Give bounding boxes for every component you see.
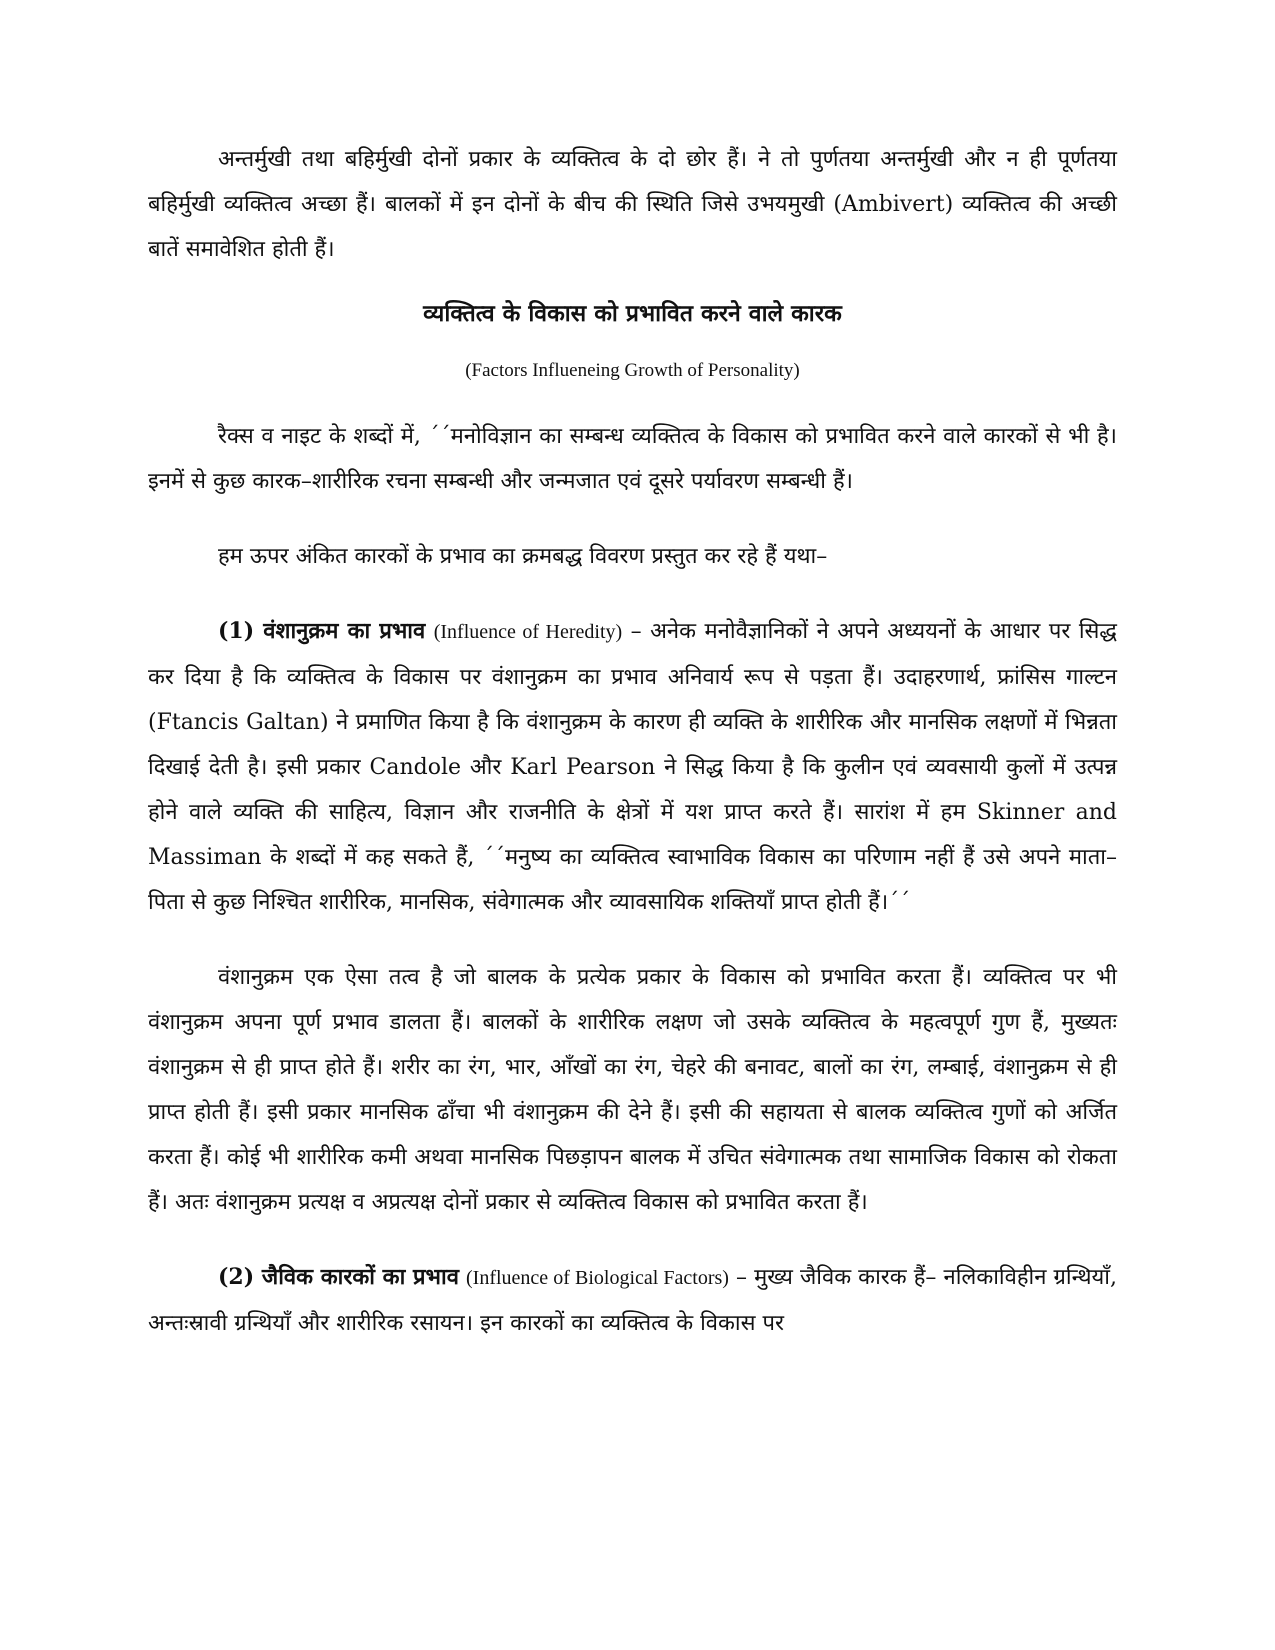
- heredity-body: – अनेक मनोवैज्ञानिकों ने अपने अध्ययनों के आधार पर सिद्ध कर दिया है कि व्यक्तित्व के विकास पर वंशानुक्रम का प्रभाव अनिवार्य रूप से पड़ता हैं। उदाहरणार्थ, फ्रांसिस गाल्टन (Ftancis Galtan) ने प्रमाणित किया है कि वंशानुक्रम के कारण ही व्यक्ति के शारीरिक और मानसिक लक्षणों में भिन्नता दिखाई देती है। इसी प्रकार Candole और Karl Pearson ने सिद्ध किया है कि कुलीन एवं व्यवसायी कुलों में उत्पन्न होने वाले व्यक्ति की साहित्य, विज्ञान और राजनीति के क्षेत्रों में यश प्राप्त करते हैं। सारांश में हम Skinner and Massiman के शब्दों में कह सकते हैं, ´´मनुष्य का व्यक्तित्व स्वाभाविक विकास का परिणाम नहीं हैं उसे अपने माता–पिता से कुछ निश्चित शारीरिक, मानसिक, संवेगात्मक और व्यावसायिक शक्तियॉं प्राप्त होती हैं।´´: [148, 619, 1117, 915]
- biological-title-english: (Influence of Biological Factors): [466, 1267, 729, 1289]
- paragraph-biological: [148, 1255, 1117, 1346]
- heredity-title: (1) वंशानुक्रम का प्रभाव: [218, 618, 426, 644]
- paragraph-ambivert: अन्तर्मुखी तथा बहिर्मुखी दोनों प्रकार के व्यक्तित्व के दो छोर हैं। ने तो पुर्णतया अन्तर्मुखी और न ही पूर्णतया बहिर्मुखी व्यक्तित्व अच्छा हैं। बालकों में इन दोनों के बीच की स्थिति जिसे उभयमुखी (Ambivert) व्यक्तित्व की अच्छी बातें समावेशित होती हैं।: [148, 147, 1117, 262]
- heredity-title-english: (Influence of Heredity): [433, 621, 623, 643]
- paragraph-heredity: [148, 609, 1117, 925]
- section-heading: व्यक्तित्व के विकास को प्रभावित करने वाले कारक: [423, 300, 842, 327]
- biological-body: – मुख्य जैविक कारक हैं– नलिकाविहीन ग्रन्थियॉं, अन्तःस्रावी ग्रन्थियॉं और शारीरिक रसायन। इन कारकों का व्यक्तित्व के विकास पर: [148, 1265, 1118, 1336]
- biological-title: (2) जैविक कारकों का प्रभाव: [218, 1264, 459, 1290]
- section-subheading: (Factors Influeneing Growth of Personality): [465, 360, 800, 381]
- paragraph-rex-knight: रैक्स व नाइट के शब्दों में, ´´मनोविज्ञान का सम्बन्ध व्यक्तित्व के विकास को प्रभावित करने वाले कारकों से भी है। इनमें से कुछ कारक–शारीरिक रचना सम्बन्धी और जन्मजात एवं दूसरे पर्यावरण सम्बन्धी हैं।: [148, 424, 1117, 494]
- paragraph-heredity-detail: वंशानुक्रम एक ऐसा तत्व है जो बालक के प्रत्येक प्रकार के विकास को प्रभावित करता हैं। व्यक्तित्व पर भी वंशानुक्रम अपना पूर्ण प्रभाव डालता हैं। बालकों के शारीरिक लक्षण जो उसके व्यक्तित्व के महत्वपूर्ण गुण हैं, मुख्यतः वंशानुक्रम से ही प्राप्त होते हैं। शरीर का रंग, भार, ऑंखों का रंग, चेहरे की बनावट, बालों का रंग, लम्बाई, वंशानुक्रम से ही प्राप्त होती हैं। इसी प्रकार मानसिक ढॉंचा भी वंशानुक्रम की देने हैं। इसी की सहायता से बालक व्यक्तित्व गुणों को अर्जित करता हैं। कोई भी शारीरिक कमी अथवा मानसिक पिछड़ापन बालक में उचित संवेगात्मक तथा सामाजिक विकास को रोकता हैं। अतः वंशानुक्रम प्रत्यक्ष व अप्रत्यक्ष दोनों प्रकार से व्यक्तित्व विकास को प्रभावित करता हैं।: [148, 965, 1117, 1215]
- paragraph-intro: हम ऊपर अंकित कारकों के प्रभाव का क्रमबद्ध विवरण प्रस्तुत कर रहे हैं यथा–: [218, 544, 828, 569]
